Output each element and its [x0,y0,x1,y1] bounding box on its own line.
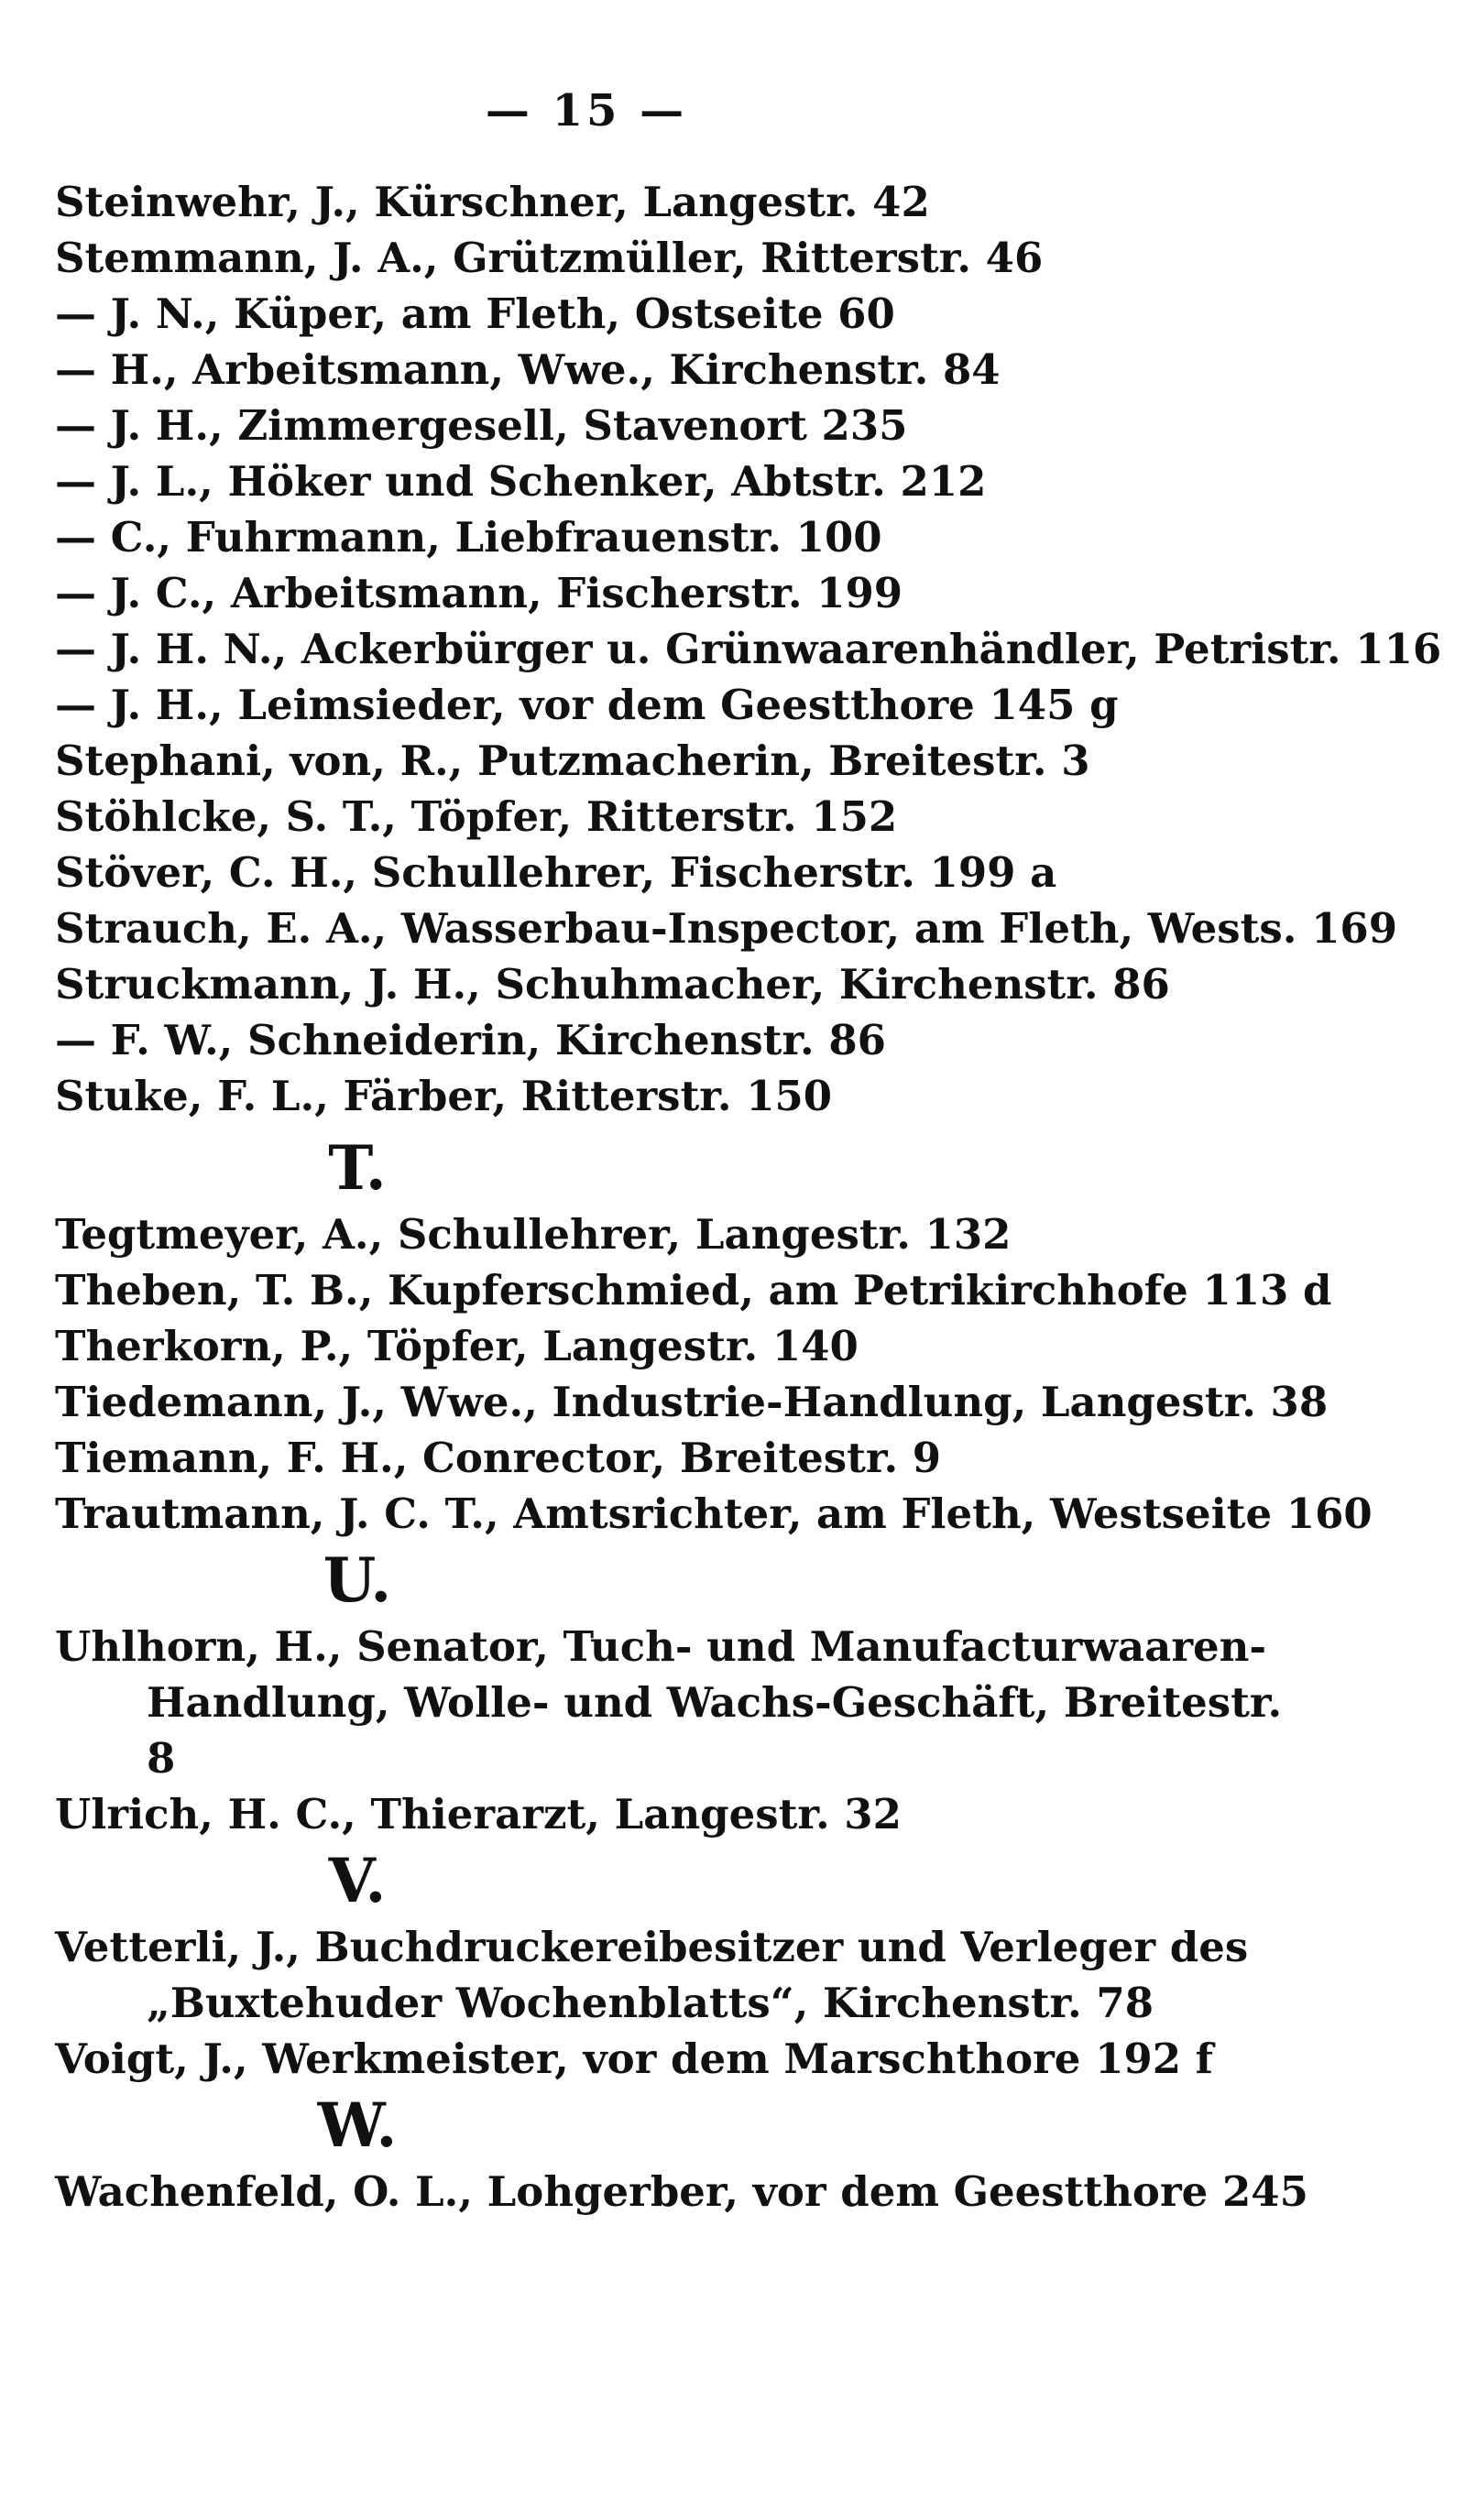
directory-entry: Steinwehr, J., Kürschner, Langestr. 42 [55,178,930,226]
section-v [55,1842,1466,2087]
directory-entry: Struckmann, J. H., Schuhmacher, Kirchenstr. 86 [55,960,1170,1009]
directory-entry: Stöhlcke, S. T., Töpfer, Ritterstr. 152 [55,792,898,841]
directory-entry: Wachenfeld, O. L., Lohgerber, vor dem Geestthore 245 [55,2167,1308,2216]
directory-entry: Theben, T. B., Kupferschmied, am Petrikirchhofe 113 d [55,1266,1332,1315]
directory-entry: — J. H., Leimsieder, vor dem Geestthore 145 g [55,681,1119,729]
directory-entry: Stephani, von, R., Putzmacherin, Breitestr. 3 [55,736,1090,785]
directory-entry: — J. C., Arbeitsmann, Fischerstr. 199 [55,569,903,617]
directory-entry: Stemmann, J. A., Grützmüller, Ritterstr. 46 [55,234,1044,282]
directory-entry: Therkorn, P., Töpfer, Langestr. 140 [55,1322,859,1370]
section-letter-heading: V. [328,1845,387,1916]
page-number: — 15 — [485,85,688,136]
directory-entry: Tegtmeyer, A., Schullehrer, Langestr. 132 [55,1210,1012,1259]
directory-entry: — J. L., Höker und Schenker, Abtstr. 212 [55,457,987,506]
section-w [55,2087,1466,2220]
section-letter-heading: U. [323,1544,392,1616]
directory-entry: Ulrich, H. C., Thierarzt, Langestr. 32 [55,1790,902,1838]
directory-entry: — H., Arbeitsmann, Wwe., Kirchenstr. 84 [55,345,1001,394]
section-letter-heading: W. [317,2089,398,2161]
directory-entry: Tiedemann, J., Wwe., Industrie-Handlung, Langestr. 38 [55,1378,1329,1426]
directory-entry: Stuke, F. L., Färber, Ritterstr. 150 [55,1072,833,1120]
section-t [55,1129,1466,1542]
directory-entry: — F. W., Schneiderin, Kirchenstr. 86 [55,1016,886,1064]
section-u [55,1542,1466,1842]
directory-entry: Uhlhorn, H., Senator, Tuch- und Manufacturwaaren-Handlung, Wolle- und Wachs-Geschäft, Breitestr. 8 [55,1622,1283,1783]
directory-entry: Voigt, J., Werkmeister, vor dem Marschthore 192 f [55,2035,1214,2083]
directory-entry: Vetterli, J., Buchdruckereibesitzer und Verleger des „Buxtehuder Wochenblatts“, Kirchenstr. 78 [55,1923,1249,2027]
directory-entry: Trautmann, J. C. T., Amtsrichter, am Fleth, Westseite 160 [55,1489,1373,1538]
directory-entry: Stöver, C. H., Schullehrer, Fischerstr. 199 a [55,848,1057,897]
directory-entry: — J. H. N., Ackerbürger u. Grünwaarenhändler, Petristr. 116 [55,625,1442,673]
section-letter-heading: T. [328,1132,387,1204]
directory-entry: — C., Fuhrmann, Liebfrauenstr. 100 [55,513,882,562]
section-s [55,174,1466,1124]
directory-entry: Tiemann, F. H., Conrector, Breitestr. 9 [55,1434,942,1482]
directory-entry: — J. H., Zimmergesell, Stavenort 235 [55,401,908,450]
directory-entry: — J. N., Küper, am Fleth, Ostseite 60 [55,289,895,338]
directory-entry: Strauch, E. A., Wasserbau-Inspector, am Fleth, Wests. 169 [55,904,1398,953]
